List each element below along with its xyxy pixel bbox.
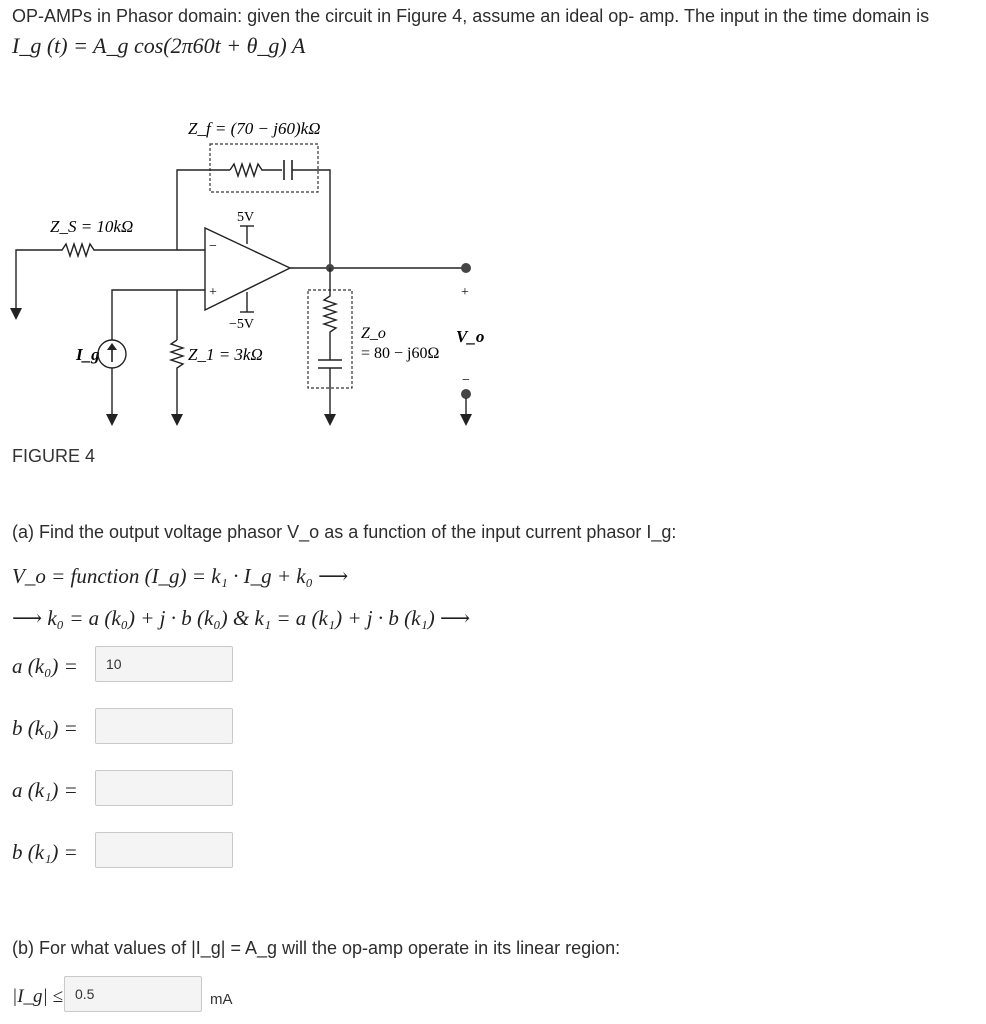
zf-resistor: [230, 164, 282, 176]
a-k0-input[interactable]: [95, 646, 233, 682]
a-k0-label: a (k₀) =: [12, 654, 78, 678]
equation-vo: V_o = function (I_g) = k₁ · I_g + k₀ ⟶: [12, 564, 349, 588]
b-k1-input[interactable]: [95, 832, 233, 868]
ground-arrow-left: [10, 308, 22, 320]
circuit-diagram: [0, 100, 520, 440]
ground-arrow-z1: [171, 414, 183, 426]
ig-bound-label: |I_g| ≤: [12, 986, 63, 1007]
ig-label: I_g: [76, 345, 100, 364]
zo-value: = 80 − j60Ω: [361, 345, 440, 362]
ground-arrow-ig: [106, 414, 118, 426]
output-minus-label: −: [462, 373, 470, 388]
zf-box: [210, 144, 318, 192]
b-k1-label: b (k₁) =: [12, 840, 78, 864]
vneg-label: −5V: [229, 317, 255, 332]
ground-arrow-zo: [324, 414, 336, 426]
b-k0-label: b (k₀) =: [12, 716, 78, 740]
ground-arrow-vo: [460, 414, 472, 426]
a-k1-label: a (k₁) =: [12, 778, 78, 802]
zo-label: Z_o: [361, 325, 386, 342]
zs-label: Z_S = 10kΩ: [50, 217, 134, 236]
output-terminal-minus: [461, 389, 471, 399]
output-plus-label: +: [461, 285, 469, 300]
equation-k: ⟶ k₀ = a (k₀) + j · b (k₀) & k₁ = a (k₁) + j · b (k₁) ⟶: [12, 606, 471, 630]
current-source-arrow-head: [107, 343, 117, 350]
zf-label: Z_f = (70 − j60)kΩ: [188, 119, 321, 138]
figure-caption: FIGURE 4: [12, 446, 96, 466]
z1-resistor: [171, 340, 183, 414]
ig-bound-unit: mA: [210, 991, 233, 1008]
vo-label: V_o: [456, 327, 485, 346]
zo-resistor: [324, 268, 336, 360]
z1-label: Z_1 = 3kΩ: [188, 345, 263, 364]
output-terminal-plus: [461, 263, 471, 273]
b-k0-input[interactable]: [95, 708, 233, 744]
noninverting-wire: [112, 290, 205, 340]
part-b-question: (b) For what values of |I_g| = A_g will the op-amp operate in its linear region:: [12, 938, 621, 958]
feedback-wire: [177, 170, 230, 250]
opamp-minus-label: −: [209, 239, 217, 254]
problem-intro: OP-AMPs in Phasor domain: given the circuit in Figure 4, assume an ideal op- amp. The input in the time domain is: [12, 6, 930, 26]
feedback-return-wire: [292, 170, 330, 268]
input-expression: I_g (t) = A_g cos(2π60t + θ_g) A: [12, 33, 306, 58]
ig-bound-input[interactable]: [64, 976, 202, 1012]
opamp-plus-label: +: [209, 285, 217, 300]
part-a-question: (a) Find the output voltage phasor V_o as a function of the input current phasor I_g:: [12, 522, 677, 542]
vpos-label: 5V: [237, 210, 255, 225]
a-k1-input[interactable]: [95, 770, 233, 806]
